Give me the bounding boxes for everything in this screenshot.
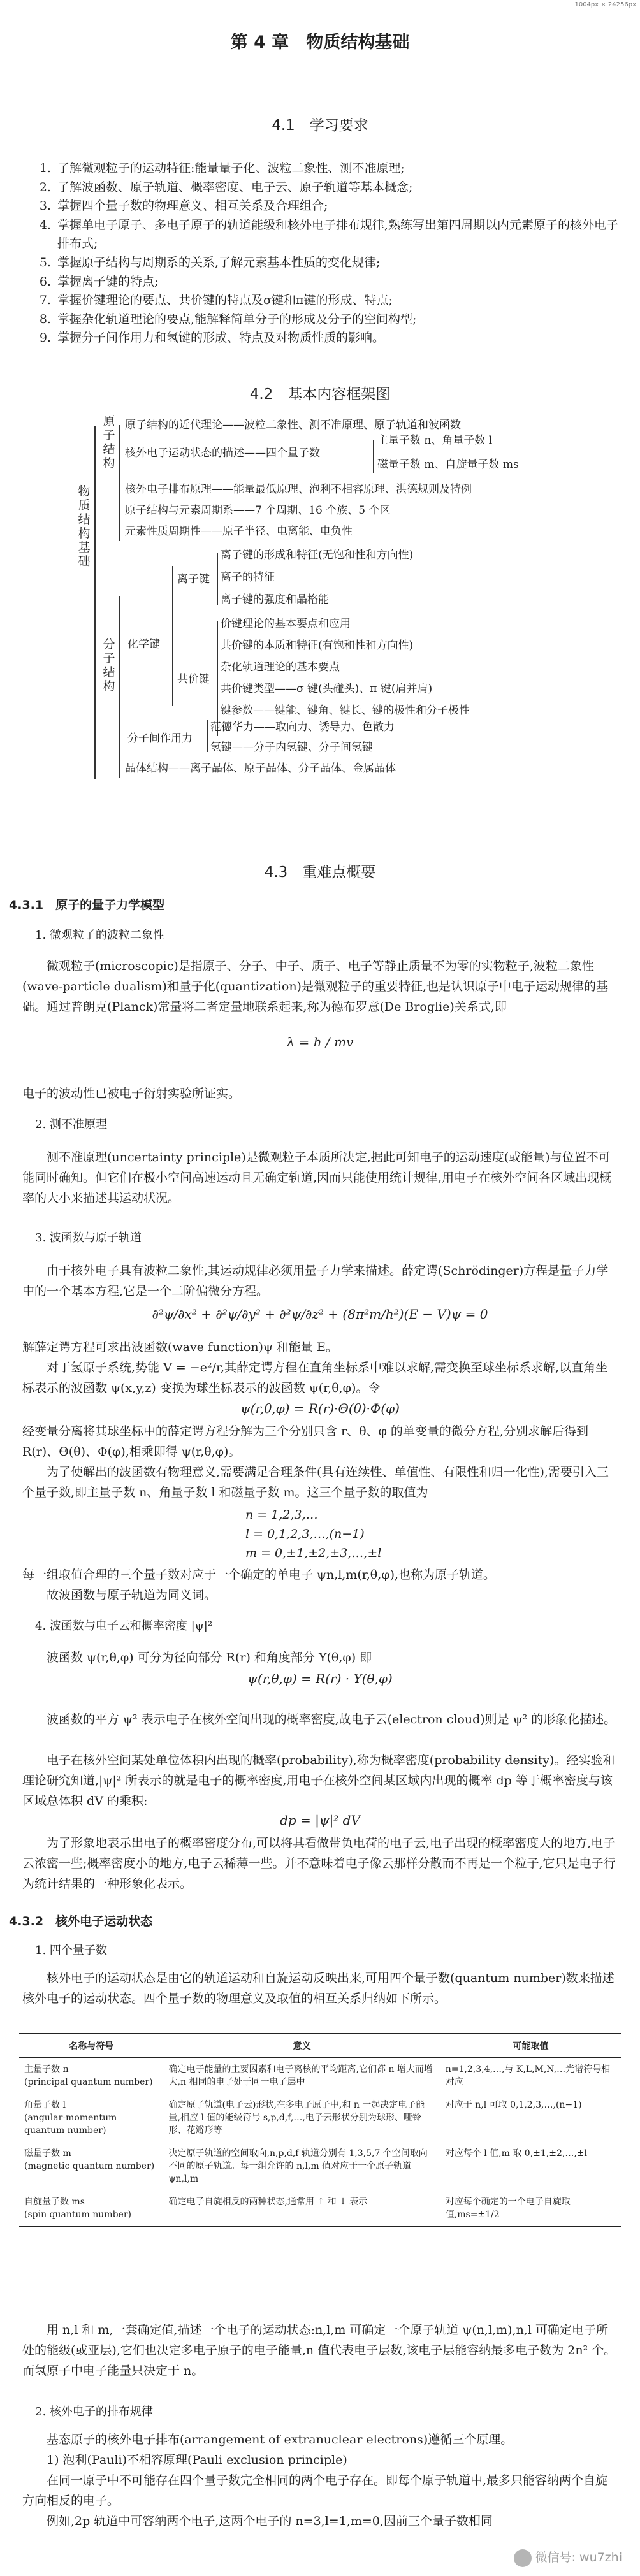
covalent-item-4: 共价键类型——σ 键(头碰头)、π 键(肩并肩) [221,683,433,695]
ionic-item-3: 离子键的强度和晶格能 [221,593,329,606]
paragraph-example: 例如,2p 轨道中可容纳两个电子,这两个电子的 n=3,l=1,m=0,因前三个量子数相同 [47,2514,493,2528]
paragraph-diffraction: 电子的波动性已被电子衍射实验所证实。 [22,1087,241,1101]
table-header: 意义 [164,2034,440,2058]
value-n: n = 1,2,3,… [245,1508,318,1522]
paragraph-psi-squared: 波函数的平方 ψ² 表示电子在核外空间出现的概率密度,故电子云(electron cloud)则是 ψ² 的形象化描述。 [47,1712,616,1726]
table-header-row [19,2034,621,2058]
requirement-item: 9. 掌握分子间作用力和氢键的形成、特点及对物质性质的影响。 [55,329,629,348]
subsection-wave-function: 3. 波函数与原子轨道 [35,1231,142,1245]
covalent-bond-label: 共价键 [177,673,210,686]
table-cell: 对应每个确定的一个电子自旋取值,ms=±1/2 [440,2190,621,2227]
watermark-text: 微信号: wu7zhi [535,2551,622,2565]
diagram-molecule-structure: 分子结构 [103,637,115,693]
paragraph-cloud-image: 为了形象地表示出电子的概率密度分布,可以将其看做带负电荷的电子云,电子出现的概率密度大的地方,电子云浓密一些;概率密度小的地方,电子云稀薄一些。并不意味着电子像云那样分散而不再是一个粒子,它只是电子行为统计结果的一种形象化表示。 [22,1836,616,1891]
ionic-item-2: 离子的特征 [221,571,275,584]
section-4-3-title: 4.3 重难点概要 [264,864,376,881]
crystal-structure-item: 晶体结构——离子晶体、原子晶体、分子晶体、金属晶体 [125,762,396,775]
requirement-item: 1. 了解微观粒子的运动特征:能量量子化、波粒二象性、测不准原理; [55,159,629,178]
requirements-list [38,159,629,348]
quantum-bracket [373,440,374,473]
equation-de-broglie: λ = h / mv [286,1034,354,1050]
table-row [19,2190,621,2227]
value-m: m = 0,±1,±2,±3,…,±l [245,1546,382,1560]
atom-item-5: 元素性质周期性——原子半径、电离能、电负性 [125,525,353,538]
paragraph-quantum-intro: 核外电子的运动状态是由它的轨道运动和自旋运动反映出来,可用四个量子数(quantum number)数来描述核外电子的运动状态。四个量子数的物理意义及取值的相互关系归纳如下所示。 [22,1968,618,2009]
paragraph-orbital: 每一组取值合理的三个量子数对应于一个确定的单电子 ψn,l,m(r,θ,φ),也称为原子轨道。 [22,1568,496,1582]
section-4-3-2-title: 4.3.2 核外电子运动状态 [9,1912,152,1929]
paragraph-uncertainty: 测不准原理(uncertainty principle)是微观粒子本质所决定,据此可知电子的运动速度(或能量)与位置不可能同时确知。但它们在极小空间高速运动且无确定轨道,因而只能使用统计规律,用电子在核外空间各区域出现概率的大小来描述其运动状况。 [22,1150,612,1205]
subsection-electron-cloud: 4. 波函数与电子云和概率密度 |ψ|² [35,1619,213,1633]
table-row [19,2058,621,2094]
value-l: l = 0,1,2,3,…,(n−1) [245,1527,365,1541]
covalent-item-5: 键参数——键能、键角、键长、键的极性和分子极性 [221,704,470,717]
paragraph-hydrogen: 对于氢原子系统,势能 V = −e²/r,其薛定谔方程在直角坐标系中难以求解,需变换至球坐标系求解,以直角坐标表示的波函数 ψ(x,y,z) 变换为球坐标表示的波函数 ψ(r,θ,φ)。令 [22,1361,608,1395]
chem-bond-bracket [172,566,173,706]
covalent-item-1: 价键理论的基本要点和应用 [221,618,351,630]
diagram-atom-structure: 原子结构 [103,414,115,470]
requirement-item: 4. 掌握单电子原子、多电子原子的轨道能级和核外电子排布规律,熟练写出第四周期以内元素原子的核外电子排布式; [55,216,629,254]
requirement-item: 3. 掌握四个量子数的物理意义、相互关系及合理组合; [55,197,629,216]
equation-dp: dp = |ψ|² dV [280,1813,360,1828]
requirement-item: 7. 掌握价键理论的要点、共价键的特点及σ键和π键的形成、特点; [55,291,629,310]
table-cell: 确定电子自旋相反的两种状态,通常用 ↑ 和 ↓ 表示 [164,2190,440,2227]
quantum-number-table [19,2033,621,2227]
requirement-item: 6. 掌握离子键的特点; [55,273,629,292]
quantum-pair-2: 磁量子数 m、自旋量子数 ms [377,458,519,471]
ionic-item-1: 离子键的形成和特征(无饱和性和方向性) [221,549,414,561]
section-4-2-title: 4.2 基本内容框架图 [249,386,391,403]
diagram-root: 物质结构基础 [78,484,91,568]
root-bracket [94,426,96,779]
requirement-item: 5. 掌握原子结构与周期系的关系,了解元素基本性质的变化规律; [55,254,629,273]
molecule-bracket [119,596,120,778]
table-cell: 对应每个 l 值,m 取 0,±1,±2,…,±l [445,2148,587,2159]
equation-radial-angular: ψ(r,θ,φ) = R(r) · Y(θ,φ) [247,1671,393,1686]
covalent-item-2: 共价键的本质和特征(有饱和性和方向性) [221,639,414,652]
table-cell: 对应于 n,l 可取 0,1,2,3,…,(n−1) [445,2100,582,2110]
chapter-title: 第 4 章 物质结构基础 [230,33,410,52]
subsection-wave-particle: 1. 微观粒子的波粒二象性 [35,929,164,942]
atom-item-3: 核外电子排布原理——能量最低原理、泡利不相容原理、洪德规则及特例 [125,483,472,496]
table-cell: 确定电子能量的主要因素和电子离核的平均距离,它们都 n 增大而增大,n 相同的电子处于同一电子层中 [168,2064,433,2087]
paragraph-quantum-conditions: 为了使解出的波函数有物理意义,需要满足合理条件(具有连续性、单值性、有限性和归一化性),需要引入三个量子数,即主量子数 n、角量子数 l 和磁量子数 m。这三个量子数的取值为 [22,1465,609,1500]
table-cell: 主量子数 n (principal quantum number) [24,2064,153,2087]
intermolecular-label: 分子间作用力 [127,732,193,745]
paragraph-three-principles: 基态原子的核外电子排布(arrangement of extranuclear electrons)遵循三个原理。 [47,2433,513,2447]
ionic-bond-label: 离子键 [177,573,210,586]
requirement-item: 2. 了解波函数、原子轨道、概率密度、电子云、原子轨道等基本概念; [55,178,629,198]
table-cell: 自旋量子数 ms (spin quantum number) [19,2190,164,2227]
atom-item-1: 原子结构的近代理论——波粒二象性、测不准原理、原子轨道和波函数 [125,419,461,431]
intermolecular-item-2: 氢键——分子内氢键、分子间氢键 [210,741,373,754]
paragraph-schrodinger: 由于核外电子具有波粒二象性,其运动规律必须用量子力学来描述。薛定谔(Schrödinger)方程是量子力学中的一个基本方程,它是一个二阶偏微分方程。 [22,1264,609,1298]
paragraph-quantum-summary: 用 n,l 和 m,一套确定值,描述一个电子的运动状态:n,l,m 可确定一个原子轨道 ψ(n,l,m),n,l 可确定电子所处的能级(或亚层),它们也决定多电子原子的电子能量,n 值代表电子层数,该电子层能容纳最多电子数为 2n² 个。而氢原子中电子能量只决定于 n。 [22,2323,616,2378]
requirement-item: 8. 掌握杂化轨道理论的要点,能解释简单分子的形成及分子的空间构型; [55,310,629,329]
atom-item-4: 原子结构与元素周期系——7 个周期、16 个族、5 个区 [125,504,391,517]
table-cell: n=1,2,3,4,…,与 K,L,M,N,…光谱符号相对应 [445,2064,611,2087]
covalent-item-3: 杂化轨道理论的基本要点 [221,661,340,674]
paragraph-pauli-title: 1) 泡利(Pauli)不相容原理(Pauli exclusion principle) [47,2453,347,2467]
chem-bond-label: 化学键 [127,638,160,651]
table-cell: 决定原子轨道的空间取向,n,p,d,f 轨道分别有 1,3,5,7 个空间取向不同的原子轨道。每一组允许的 n,l,m 值对应于一个原子轨道 ψn,l,m [168,2148,428,2184]
image-size-label: 1004px × 24256px [574,1,636,8]
table-row [19,2094,621,2142]
paragraph-microscopic: 微观粒子(microscopic)是指原子、分子、中子、质子、电子等静止质量不为零的实物粒子,波粒二象性(wave-particle dualism)和量子化(quantization)是微观粒子的重要特征,也是认识原子中电子运动规律的基础。通过普朗克(Planck)常量将二者定量地联系起来,称为德布罗意(De Broglie)关系式,即 [22,959,609,1014]
covalent-bracket [217,621,218,736]
section-4-1-title: 4.1 学习要求 [272,117,368,134]
table-cell: 磁量子数 m (magnetic quantum number) [24,2148,155,2171]
subsection-arrangement-rules: 2. 核外电子的排布规律 [35,2405,153,2419]
subsection-four-quantum-numbers: 1. 四个量子数 [35,1941,107,1958]
paragraph-solve: 解薛定谔方程可求出波函数(wave function)ψ 和能量 E。 [22,1340,338,1354]
intermolecular-item-1: 范德华力——取向力、诱导力、色散力 [210,721,395,734]
quantum-values [245,1505,381,1563]
paragraph-radial-angular: 波函数 ψ(r,θ,φ) 可分为径向部分 R(r) 和角度部分 Y(θ,φ) 即 [47,1651,372,1665]
paragraph-synonym: 故波函数与原子轨道为同义词。 [47,1588,217,1602]
table-row [19,2142,621,2190]
atom-item-2: 核外电子运动状态的描述——四个量子数 [125,447,320,459]
quantum-pair-1: 主量子数 n、角量子数 l [377,434,493,447]
watermark [514,2548,622,2567]
table-header: 可能取值 [440,2034,621,2058]
table-header: 名称与符号 [19,2034,164,2058]
equation-schrodinger: ∂²ψ/∂x² + ∂²ψ/∂y² + ∂²ψ/∂z² + (8π²m/h²)(E − V)ψ = 0 [152,1306,488,1322]
ionic-bracket [217,553,218,605]
table-cell: 确定原子轨道(电子云)形状,在多电子原子中,和 n 一起决定电子能量,相应 l 值的能级符号 s,p,d,f,…,电子云形状分别为球形、哑铃形、花瓣形等 [168,2100,425,2136]
table-cell: 角量子数 l (angular-momentum quantum number) [24,2100,117,2136]
wechat-icon [514,2549,532,2567]
section-4-3-1-title: 4.3.1 原子的量子力学模型 [9,898,165,912]
paragraph-pauli: 在同一原子中不可能存在四个量子数完全相同的两个电子存在。即每个原子轨道中,最多只能容纳两个自旋方向相反的电子。 [22,2473,608,2508]
paragraph-variables: 经变量分离将其球坐标中的薛定谔方程分解为三个分别只含 r、θ、φ 的单变量的微分方程,分别求解后得到 R(r)、Θ(θ)、Φ(φ),相乘即得 ψ(r,θ,φ)。 [22,1424,588,1459]
atom-bracket [119,425,120,541]
equation-separation: ψ(r,θ,φ) = R(r)·Θ(θ)·Φ(φ) [240,1401,400,1416]
intermolecular-bracket [207,720,208,752]
subsection-uncertainty: 2. 测不准原理 [35,1118,107,1131]
paragraph-probability-density: 电子在核外空间某处单位体积内出现的概率(probability),称为概率密度(probability density)。经实验和理论研究知道,|ψ|² 所表示的就是电子的概率密度,用电子在核外空间某区域内出现的概率 dp 等于概率密度与该区域总体积 dV 的乘积: [22,1753,615,1808]
